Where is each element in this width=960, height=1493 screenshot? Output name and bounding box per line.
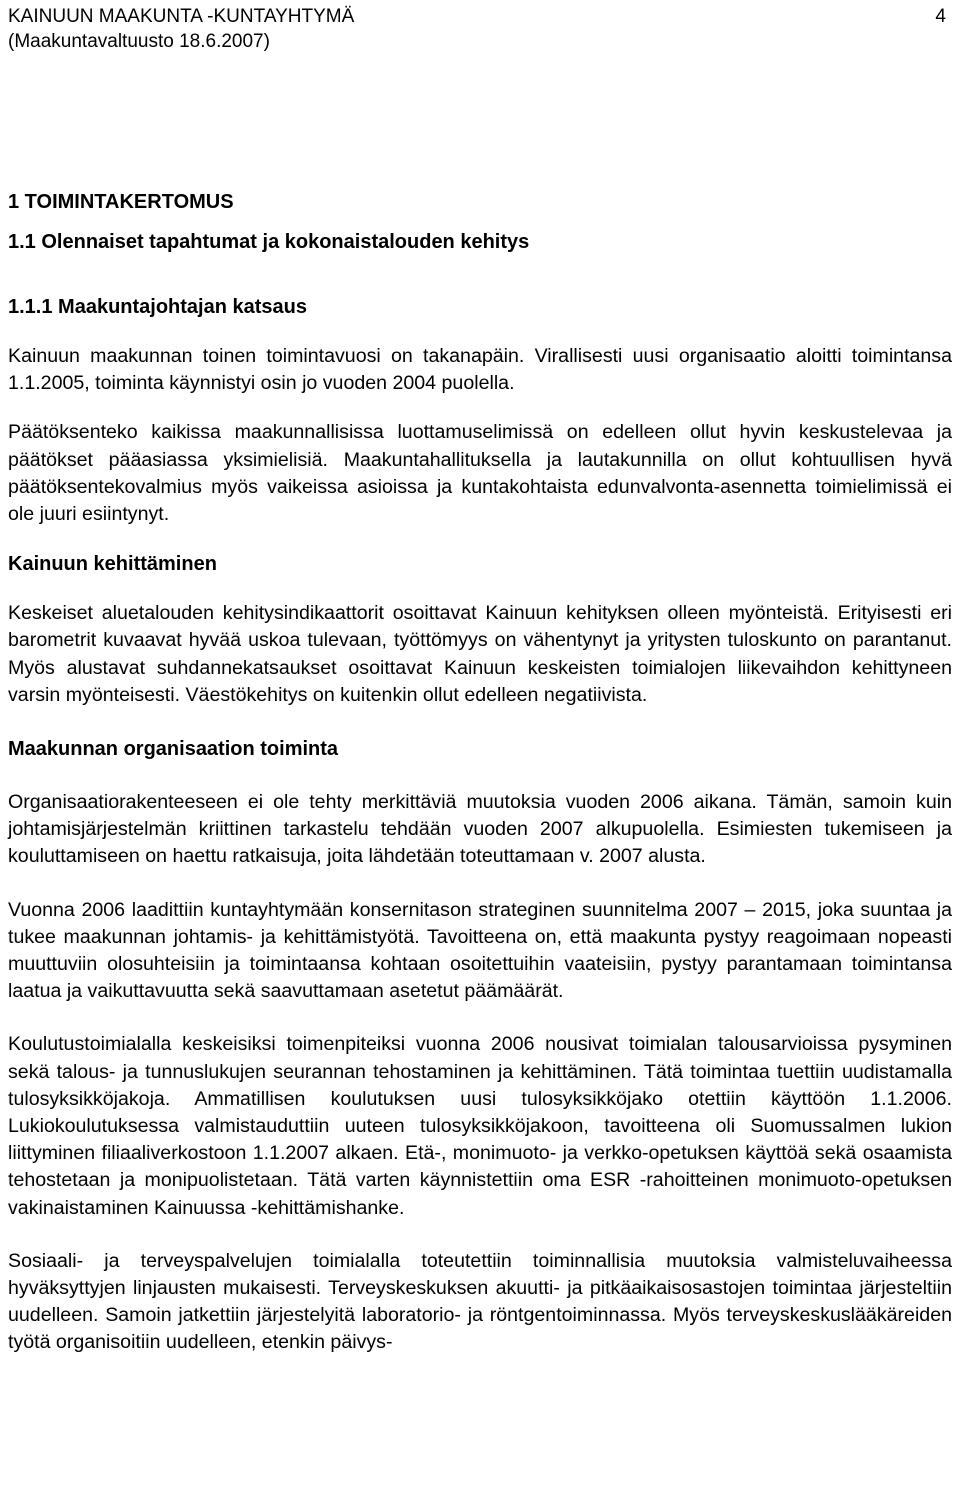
document-body: [8, 188, 952, 1357]
meeting-reference: (Maakuntavaltuusto 18.6.2007): [8, 31, 270, 52]
paragraph-koulutustoimiala: Koulutustoimialalla keskeisiksi toimenpiteiksi vuonna 2006 nousivat toimialan talousarvioissa pysyminen sekä talous- ja tunnuslukujen seurannan tehostaminen ja kehittäminen. Tätä toimintaa tuettiin uudistamalla tulosyksikköjakoja. Ammatillisen koulutuksen uusi tulosyksikköjako otettiin käyttöön 1.1.2006. Lukiokoulutuksessa valmistauduttiin uuteen tulosyksikköjakoon, tavoitteena oli Suomussalmen lukion liittyminen filiaaliverkostoon 1.1.2007 alkaen. Etä-, monimuoto- ja verkko-opetuksen käyttöä sekä osaamista tehostetaan ja monipuolistetaan. Tätä varten käynnistettiin oma ESR -rahoitteinen monimuoto-opetuksen vakinaistaminen Kainuussa -kehittämishanke.: [8, 1033, 952, 1219]
heading-organisaation-toiminta: Maakunnan organisaation toiminta: [8, 738, 339, 761]
paragraph-organisaatio-2: Vuonna 2006 laadittiin kuntayhtymään konsernitason strateginen suunnitelma 2007 – 2015, joka suuntaa ja tukee maakunnan johtamis- ja kehittämistyötä. Tavoitteena on, että maakunta pystyy reagoimaan nopeasti muuttuviin olosuhteisiin ja toimintaansa kohtaan osoitettuihin vaateisiin, pystyy parantamaan toimintansa laatua ja vaikuttavuutta sekä saavuttamaan asetetut päämäärät.: [8, 898, 952, 1003]
paragraph-intro-2: Päätöksenteko kaikissa maakunnallisissa luottamuselimissä on edelleen ollut hyvin keskustelevaa ja päätökset pääasiassa yksimielisiä. Maakuntahallituksella ja lautakunnilla on ollut kohtuullisen hyvä päätöksentekovalmius myös vaikeissa asioissa ja kuntakohtaista edunvalvonta-asennetta toimielimissä ei ole juuri esiintynyt.: [8, 421, 952, 526]
paragraph-sosiaali-terveys: Sosiaali- ja terveyspalvelujen toimialalla toteutettiin toiminnallisia muutoksia valmisteluvaiheessa hyväksyttyjen linjausten mukaisesti. Terveyskeskuksen akuutti- ja pitkäaikaisosastojen toimintaa järjesteltiin uudelleen. Samoin jatkettiin järjestelyitä laboratorio- ja röntgentoiminnassa. Myös terveyskeskuslääkäreiden työtä organisoitiin uudelleen, etenkin päivys-: [8, 1249, 952, 1354]
heading-toimintakertomus: 1 TOIMINTAKERTOMUS: [8, 191, 234, 213]
organization-name: KAINUUN MAAKUNTA -KUNTAYHTYMÄ: [8, 6, 355, 27]
paragraph-organisaatio-1: Organisaatiorakenteeseen ei ole tehty merkittäviä muutoksia vuoden 2006 aikana. Tämän, samoin kuin johtamisjärjestelmän kriittinen tarkastelu tehdään vuoden 2007 alkupuolella. Esimiesten tukemiseen ja kouluttamiseen on haettu ratkaisuja, joita lähdetään toteuttamaan v. 2007 alusta.: [8, 791, 952, 868]
heading-olennaiset-tapahtumat: 1.1 Olennaiset tapahtumat ja kokonaistalouden kehitys: [8, 231, 530, 253]
paragraph-intro-1: Kainuun maakunnan toinen toimintavuosi on takanapäin. Virallisesti uusi organisaatio aloitti toimintansa 1.1.2005, toiminta käynnistyi osin jo vuoden 2004 puolella.: [8, 345, 952, 395]
paragraph-kehittaminen: Keskeiset aluetalouden kehitysindikaattorit osoittavat Kainuun kehityksen olleen myönteistä. Erityisesti eri barometrit kuvaavat hyvää uskoa tulevaan, työttömyys on vähentynyt ja yritysten tuloskunto on parantanut. Myös alustavat suhdannekatsaukset osoittavat Kainuun keskeisten toimialojen liikevaihdon kehittyneen varsin myönteisesti. Väestökehitys on kuitenkin ollut edelleen negatiivista.: [8, 602, 952, 706]
page-header: [8, 4, 952, 54]
heading-maakuntajohtajan-katsaus: 1.1.1 Maakuntajohtajan katsaus: [8, 296, 308, 318]
page-number: 4: [935, 6, 946, 27]
heading-kainuun-kehittaminen: Kainuun kehittäminen: [8, 553, 217, 576]
